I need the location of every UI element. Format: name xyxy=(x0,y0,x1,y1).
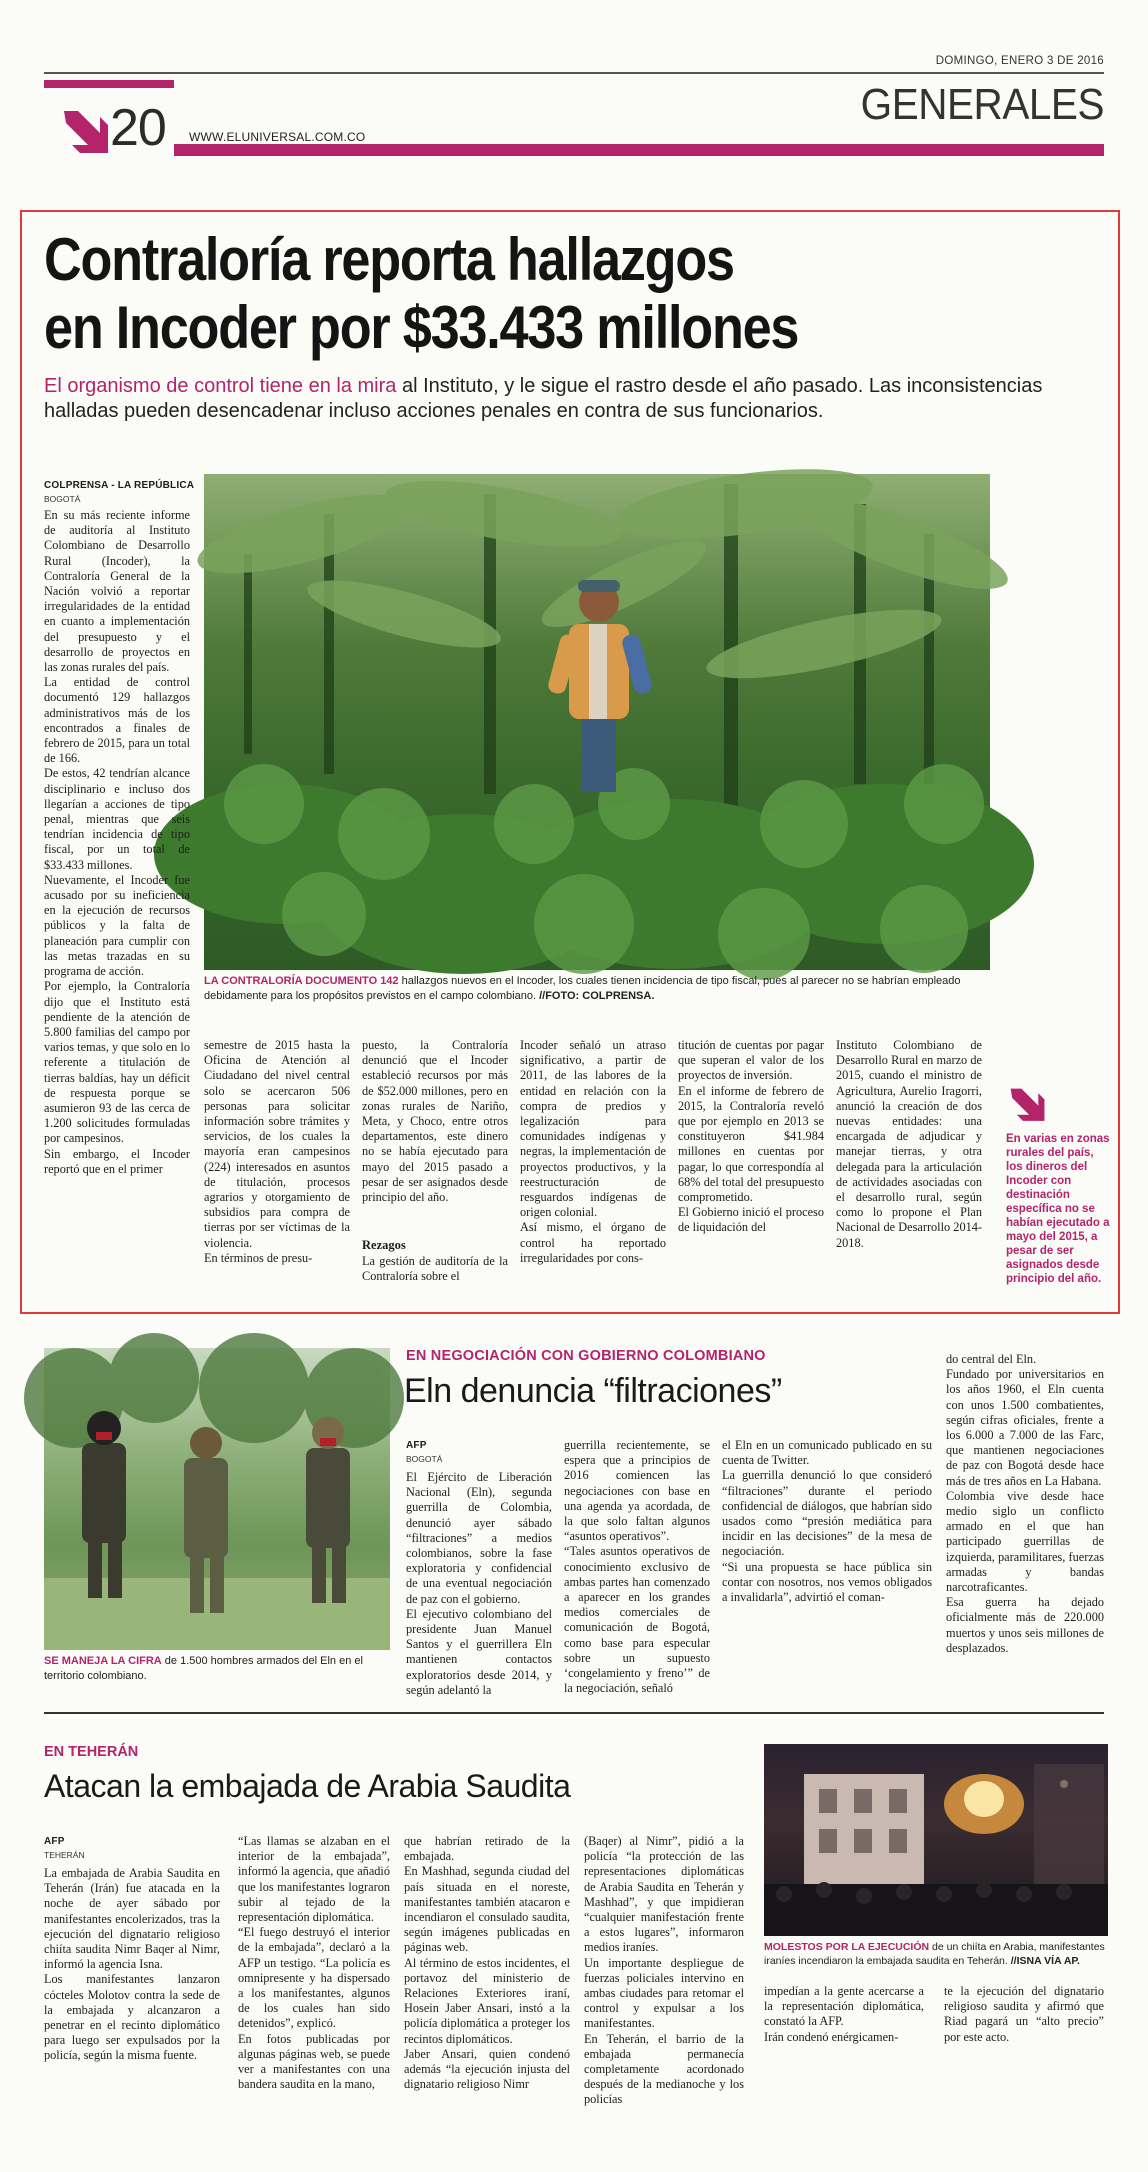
eln-caption-text: de 1.500 hombres armados del Eln en el territorio colombiano. xyxy=(44,1655,363,1682)
tehran-byline-place: TEHERÁN xyxy=(44,1850,85,1860)
section-divider xyxy=(44,1712,1104,1714)
eln-caption-highlight: SE MANEJA LA CIFRA xyxy=(44,1655,162,1667)
lead-caption-credit: //FOTO: COLPRENSA. xyxy=(536,990,655,1002)
lead-photo-caption xyxy=(204,974,990,1004)
tehran-caption-text: de un chiíta en Arabia, manifestantes iraníes incendiaron la embajada saudita en Teherán. xyxy=(764,1941,1105,1967)
lead-column-3b: La gestión de auditoría de la Contraloría sobre el xyxy=(362,1254,508,1284)
lead-byline: COLPRENSA - LA REPÚBLICA xyxy=(44,480,195,491)
tehran-kicker: EN TEHERÁN xyxy=(44,1744,139,1760)
eln-column-4: do central del Eln. Fundado por universitarios en los años 1960, el Eln cuenta con unos 1.500 combatientes, según cifras oficiales, frente a los 6.000 a 7.000 de las Farc, que mantienen negociaciones de paz con Bogotá desde hace más de tres años en La Habana. Colombia vive desde hace medio siglo un conflicto armado en el que han participado guerrillas de izquierda, paramilitares, fuerzas armadas y bandas narcotraficantes. Esa guerra ha dejado oficialmente más de 220.000 muertos y unos seis millones de desplazados. xyxy=(946,1352,1104,1655)
page-number: 20 xyxy=(110,99,166,157)
tehran-photo-caption xyxy=(764,1940,1108,1968)
tehran-column-3: que habrían retirado de la embajada. En Mashhad, segunda ciudad del país situada en el noreste, manifestantes también atacaron e incendiaron el consulado saudita, según imágenes publicadas en páginas web. Al término de estos incidentes, el portavoz del ministerio de Relaciones Exteriores iraní, Hosein Jaber Ansari, instó a la policía diplomática a proteger los recintos diplomáticos. Jaber Ansari, quien condenó además “la ejecución injusta del dignatario religioso Nimr xyxy=(404,1834,570,2092)
lead-headline-line1: Contraloría reporta hallazgos xyxy=(44,226,734,293)
lead-caption-text: hallazgos nuevos en el Incoder, los cuales tienen incidencia de tipo fiscal, pues al parecer no se habrían empleado debidamente para los propósitos previstos en el campo colombiano. xyxy=(204,975,961,1002)
lead-caption-highlight: LA CONTRALORÍA DOCUMENTO 142 xyxy=(204,975,399,987)
lead-column-5: titución de cuentas por pagar que superan el valor de los proyectos de inversión. En el informe de febrero de 2015, la Contraloría reveló que por ejemplo en 2013 se constituyeron $41.984 millones en cuentas por pagar, lo que correspondía al 68% del total del presupuesto comprometido. El Gobierno inició el proceso de liquidación del xyxy=(678,1038,824,1235)
tehran-headline: Atacan la embajada de Arabia Saudita xyxy=(44,1768,571,1804)
header-top-rule xyxy=(44,72,1104,74)
lead-column-6: Instituto Colombiano de Desarrollo Rural en marzo de 2015, cuando el ministro de Agricultura, Aurelio Iragorri, anunció la creación de dos nuevas entidades: una encargada de adjudicar y manejar tierras, y otra delegada para la articulación de actividades asociadas con el desarrollo rural, según como lo propone el Plan Nacional de Desarrollo 2014-2018. xyxy=(836,1038,982,1250)
lead-deck-highlight: El organismo de control tiene en la mira xyxy=(44,375,397,397)
tehran-column-4: (Baqer) al Nimr”, pidió a la policía “la protección de las representaciones diplomáticas de Arabia Saudita en Teherán y Mashhad”, y que impidieran “cualquier manifestación frente a estos lugares”, informaron medios iraníes. Un importante despliegue de fuerzas policiales intervino en ambas ciudades para retomar el control y expulsar a los manifestantes. En Teherán, el barrio de la embajada permanecía completamente acordonado después de la medianoche y los policías xyxy=(584,1834,744,2107)
lead-byline-place: BOGOTÁ xyxy=(44,494,81,504)
issue-date: DOMINGO, ENERO 3 DE 2016 xyxy=(935,55,1104,67)
lead-column-4: Incoder señaló un atraso significativo, a partir de 2011, de las labores de la entidad en relación con la compra de predios y legalización para comunidades indígenas y negras, la implementación de proyectos productivos, y la reestructuración de resguardos indígenas de origen colonial. Así mismo, el órgano de control ha reportado irregularidades por cons- xyxy=(520,1038,666,1265)
pull-quote-arrow-icon xyxy=(1006,1085,1046,1123)
lead-subhead-rezagos: Rezagos xyxy=(362,1238,406,1252)
eln-headline: Eln denuncia “filtraciones” xyxy=(404,1372,782,1410)
eln-column-1: El Ejército de Liberación Nacional (Eln), segunda guerrilla de Colombia, denunció ayer sábado “filtraciones” a medios colombianos, sobre la fase exploratoria y confidencial de una eventual negociación de paz con el gobierno. El ejecutivo colombiano del presidente Juan Manuel Santos y el guerrillera Eln mantienen contactos exploratorios desde 2014, y según adelantó la xyxy=(406,1470,552,1697)
tehran-column-6: te la ejecución del dignatario religioso saudita y afirmó que Riad pagará un “alto precio” por este acto. xyxy=(944,1984,1104,2044)
lead-deck xyxy=(44,374,1054,424)
lead-headline-line2: en Incoder por $33.433 millones xyxy=(44,294,799,361)
tehran-photo-embassy-fire xyxy=(764,1744,1108,1936)
tehran-column-2: “Las llamas se alzaban en el interior de la embajada”, informó la agencia, que añadió que los manifestantes lograron subir al tejado de la representación diplomática. “El fuego destruyó el interior de la embajada”, declaró a la AFP un testigo. “La policía es omnipresente y ha dispersado a los manifestantes, algunos de los cuales han sido detenidos”, explicó. En fotos publicadas por algunas páginas web, se puede ver a manifestantes con una bandera saudita en la mano, xyxy=(238,1834,390,2092)
arrow-down-right-icon xyxy=(58,107,110,155)
pull-quote: En varias en zonas rurales del país, los dineros del Incoder con destinación específica no se habían ejecutado a mayo del 2015, a pesar de ser asignados desde principio del año. xyxy=(1006,1133,1110,1285)
lead-photo-farmer-banana-field xyxy=(204,474,990,970)
lead-headline xyxy=(44,226,966,362)
tehran-caption-credit: //ISNA VÍA AP. xyxy=(1007,1955,1080,1967)
tehran-column-5: impedían a la gente acercarse a la representación diplomática, constató la AFP. Irán condenó enérgicamen- xyxy=(764,1984,924,2044)
eln-kicker: EN NEGOCIACIÓN CON GOBIERNO COLOMBIANO xyxy=(406,1348,766,1364)
section-title: GENERALES xyxy=(860,80,1104,129)
tehran-caption-highlight: MOLESTOS POR LA EJECUCIÓN xyxy=(764,1941,930,1953)
tehran-byline: AFP xyxy=(44,1836,65,1847)
lead-column-2: semestre de 2015 hasta la Oficina de Atención al Ciudadano del nivel central solo se acercaron 506 personas para solicitar información sobre trámites y servicios, de los cuales la mayoría eran campesinos (224) interesados en asuntos de titulación, procesos agrarios y otorgamiento de subsidios para compra de tierras por ser víctimas de la violencia. En términos de presu- xyxy=(204,1038,350,1265)
eln-photo-caption xyxy=(44,1654,390,1684)
eln-column-3: el Eln en un comunicado publicado en su cuenta de Twitter. La guerrilla denunció lo que consideró “filtraciones” durante el periodo confidencial de diálogos, que habrían sido usados como “presión mediática para incidir en las decisiones” de la mesa de negociación. “Si una propuesta se hace pública sin contar con nosotros, nos vemos obligados a invalidarla”, advirtió el coman- xyxy=(722,1438,932,1605)
website-url[interactable]: WWW.ELUNIVERSAL.COM.CO xyxy=(189,130,366,144)
header-accent-bar xyxy=(174,144,1104,156)
lead-column-3: puesto, la Contraloría denunció que el Incoder estableció recursos por más de $52.000 millones, pero en zonas rurales de Nariño, Meta, y Choco, entre otros departamentos, este dinero no se había ejecutado para mayo del 2015 pasado a pesar de ser asignados desde principio del año. xyxy=(362,1038,508,1205)
tehran-column-1: La embajada de Arabia Saudita en Teherán (Irán) fue atacada en la noche de ayer sábado por manifestantes encolerizados, tras la ejecución del dignatario religioso chiíta saudita Nimr Baqer al Nimr, informó la agencia Isna. Los manifestantes lanzaron cócteles Molotov contra la sede de la embajada y alcanzaron a penetrar en el recinto diplomático para luego ser expulsados por la policía, según la misma fuente. xyxy=(44,1866,220,2063)
eln-photo-guerrillas xyxy=(44,1348,390,1650)
lead-column-1: En su más reciente informe de auditoría al Instituto Colombiano de Desarrollo Rural (Incoder), la Contraloría General de la Nación volvió a reportar irregularidades de la entidad en cuanto a implementación del presupuesto y el desarrollo de proyectos en las zonas rurales del país. La entidad de control documentó 129 hallazgos administrativos más de los encontrados a finales de febrero de 2015, para un total de 166. De estos, 42 tendrían alcance disciplinario e incluso dos llegarían a acciones de tipo penal, mientras que seis tendrían incidencia de tipo fiscal, por un total de $33.433 millones. Nuevamente, el Incoder fue acusado por su ineficiencia en la ejecución de recursos públicos y la falta de planeación para cumplir con las metas trazadas en su programa de acción. Por ejemplo, la Contraloría dijo que el Instituto está pendiente de la atención de 5.800 familias del campo por varios temas, y que solo en lo referente a titulación de tierras baldías, hay un déficit de respuesta porque se asumieron 93 de las cerca de 1.200 solicitudes formuladas por campesinos. Sin embargo, el Incoder reportó que en el primer xyxy=(44,508,190,1176)
eln-column-2: guerrilla recientemente, se espera que a principios de 2016 comiencen las negociaciones con base en una agenda ya acordada, de la que solo faltan algunos “asuntos operativos”. “Tales asuntos operativos de conocimiento exclusivo de ambas partes han comenzado a aparecer en los grandes medios comerciales de comunicación de Bogotá, como base para especular sobre un supuesto ‘congelamiento y freno’” de la negociación, señaló xyxy=(564,1438,710,1696)
lead-deck-text: al Instituto, y le sigue el rastro desde el año pasado. Las inconsistencias halladas pueden desencadenar incluso acciones penales en contra de sus funcionarios. xyxy=(44,375,1043,422)
eln-byline-place: BOGOTÁ xyxy=(406,1454,443,1464)
eln-byline: AFP xyxy=(406,1440,427,1451)
